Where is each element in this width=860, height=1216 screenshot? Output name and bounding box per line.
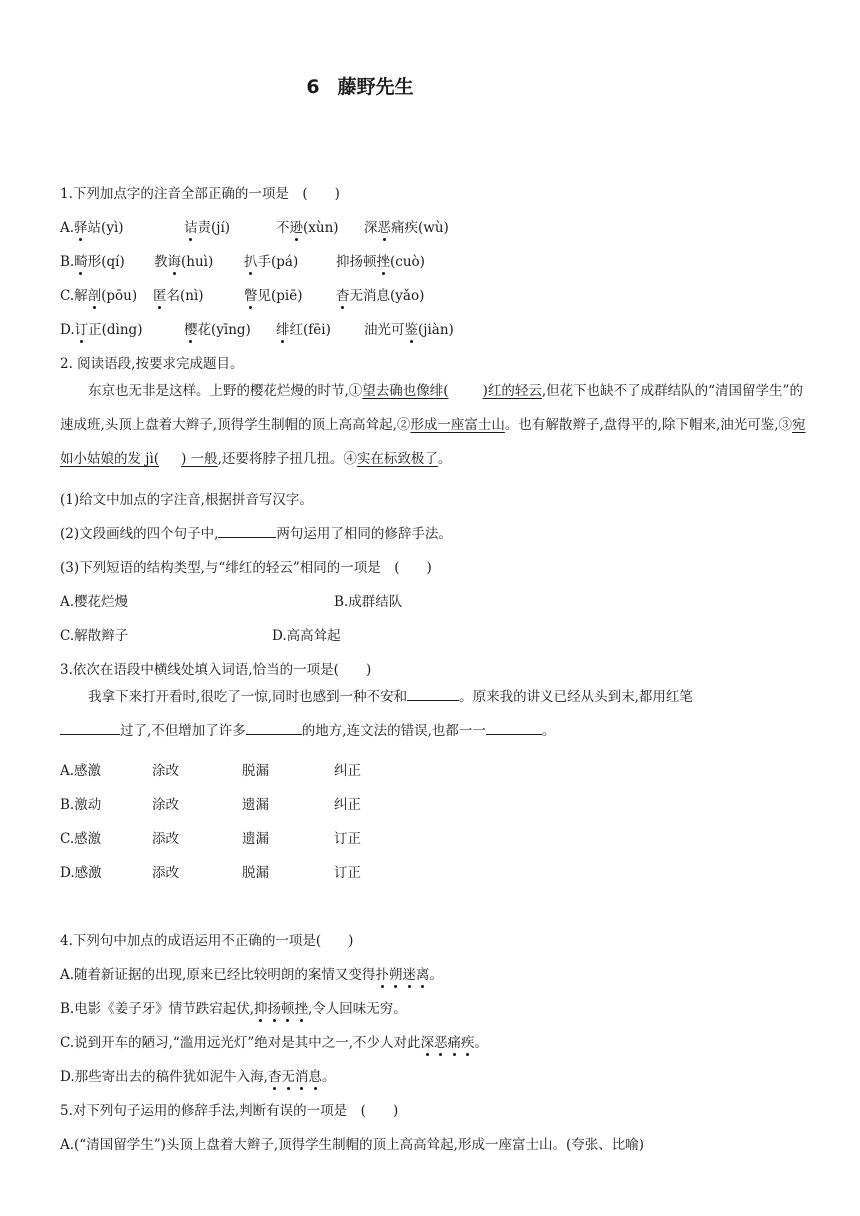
q4-c-idiom: 深恶痛疾 bbox=[420, 1035, 475, 1051]
q1-option-d[interactable]: D.订正(dìng) 樱花(yīng) 绯红(fēi) 油光可鉴(jiàn) bbox=[60, 318, 142, 338]
q3-stem: 3.依次在语段中横线处填入词语,恰当的一项是( ) bbox=[60, 662, 372, 678]
q1-c-word4: 杳无消息(yǎo) bbox=[336, 288, 425, 304]
q1-a-word1: 驿站(yì) bbox=[74, 220, 124, 236]
q2-passage: 东京也无非是这样。上野的樱花烂熳的时节,①望去确也像绯( )红的轻云,但花下也缺不了成群结队的“清国留学生”的速成班,头顶上盘着大辫子,顶得学生制帽的顶上高高耸起,②形成一座富士山。也有解散辫子,盘得平的,除下帽来,油光可鉴,③宛如小姑娘的发 jì( ) 一般,还要将脖子扭几扭。④实在标致极了。 bbox=[60, 383, 806, 467]
q1-a-word3: 不逊(xùn) bbox=[276, 220, 339, 236]
q3-blank-3[interactable] bbox=[246, 720, 302, 735]
q2-option-b[interactable]: B.成群结队 bbox=[334, 594, 403, 610]
q1-d-word4: 油光可鉴(jiàn) bbox=[364, 322, 454, 338]
q2-sub2: (2)文段画线的四个句子中, 两句运用了相同的修辞手法。 bbox=[60, 522, 452, 542]
q1-option-c[interactable]: C.解剖(pōu) 匿名(nì) 瞥见(piē) 杳无消息(yǎo) bbox=[60, 284, 137, 304]
lesson-number: 6 bbox=[306, 76, 320, 98]
q1-c-word3: 瞥见(piē) bbox=[244, 288, 303, 304]
q1-d-word2: 樱花(yīng) bbox=[184, 322, 251, 338]
sentence-2: 形成一座富士山 bbox=[410, 417, 505, 433]
q4-b-idiom: 抑扬顿挫 bbox=[254, 1001, 309, 1017]
q1-a-word4: 深恶痛疾(wù) bbox=[364, 220, 449, 236]
q3-option-c[interactable]: C.感激 添改 遗漏 订正 bbox=[60, 831, 361, 847]
q3-option-a[interactable]: A.感激 涂改 脱漏 纠正 bbox=[60, 763, 361, 779]
q3-passage: 我拿下来打开看时,很吃了一惊,同时也感到一种不安和 。原来我的讲义已经从头到末,都用红笔 过了,不但增加了许多 的地方,连文法的错误,也都一一 。 bbox=[60, 680, 808, 748]
q3-option-b[interactable]: B.激动 涂改 遗漏 纠正 bbox=[60, 797, 361, 813]
q3-blank-1[interactable] bbox=[407, 686, 459, 701]
q1-c-word1: 解剖(pōu) bbox=[74, 288, 138, 304]
q1-d-word1: 订正(dìng) bbox=[74, 322, 143, 338]
page-title bbox=[0, 72, 720, 99]
q3-blank-2[interactable] bbox=[60, 720, 120, 735]
q1-option-a[interactable]: A.驿站(yì) 诘责(jí) 不逊(xùn) 深恶痛疾(wù) bbox=[60, 216, 124, 236]
q1-b-word2: 教诲(huì) bbox=[154, 254, 214, 270]
q1-c-word2: 匿名(nì) bbox=[153, 288, 204, 304]
q3-blank-4[interactable] bbox=[486, 720, 542, 735]
q2-option-c[interactable]: C.解散辫子 bbox=[60, 628, 129, 644]
q1-b-word3: 扒手(pá) bbox=[244, 254, 299, 270]
q1-b-word4: 抑扬顿挫(cuò) bbox=[336, 254, 425, 270]
q1-option-b[interactable]: B.畸形(qí) 教诲(huì) 扒手(pá) 抑扬顿挫(cuò) bbox=[60, 250, 125, 270]
q4-option-d[interactable]: D.那些寄出去的稿件犹如泥牛入海,杳无消息。 bbox=[60, 1069, 336, 1085]
q2-sub1: (1)给文中加点的字注音,根据拼音写汉字。 bbox=[60, 492, 313, 508]
q4-option-a[interactable]: A.随着新证据的出现,原来已经比较明朗的案情又变得扑朔迷离。 bbox=[60, 967, 443, 983]
lesson-title: 藤野先生 bbox=[337, 76, 414, 98]
sentence-4: 实在标致极了 bbox=[356, 451, 438, 467]
q4-option-c[interactable]: C.说到开车的陋习,“滥用远光灯”绝对是其中之一,不少人对此深恶痛疾。 bbox=[60, 1035, 489, 1051]
q1-stem: 1.下列加点字的注音全部正确的一项是 ( ) bbox=[60, 186, 340, 202]
q2-stem: 2. 阅读语段,按要求完成题目。 bbox=[60, 356, 244, 372]
q4-option-b[interactable]: B.电影《姜子牙》情节跌宕起伏,抑扬顿挫,令人回味无穷。 bbox=[60, 1001, 407, 1017]
q2-sub3: (3)下列短语的结构类型,与“绯红的轻云”相同的一项是 ( ) bbox=[60, 560, 432, 576]
q4-d-idiom: 杳无消息 bbox=[267, 1069, 322, 1085]
q2-option-d[interactable]: D.高高耸起 bbox=[272, 628, 341, 644]
q5-option-a[interactable]: A.(“清国留学生”)头顶上盘着大辫子,顶得学生制帽的顶上高高耸起,形成一座富士山。(夸张、比喻) bbox=[60, 1137, 644, 1153]
q4-stem: 4.下列句中加点的成语运用不正确的一项是( ) bbox=[60, 933, 354, 949]
q2-sub2-blank[interactable] bbox=[218, 523, 276, 538]
q1-d-word3: 绯红(fēi) bbox=[276, 322, 331, 338]
q1-a-word2: 诘责(jí) bbox=[184, 220, 231, 236]
q5-stem: 5.对下列句子运用的修辞手法,判断有误的一项是 ( ) bbox=[60, 1103, 399, 1119]
sentence-3: 宛如小姑娘的发 jì( ) 一般 bbox=[60, 417, 806, 467]
q2-option-a[interactable]: A.樱花烂熳 bbox=[60, 594, 129, 610]
q1-b-word1: 畸形(qí) bbox=[74, 254, 125, 270]
q4-a-idiom: 扑朔迷离 bbox=[375, 967, 430, 983]
sentence-1: 望去确也像绯( )红的轻云 bbox=[362, 383, 542, 399]
q3-option-d[interactable]: D.感激 添改 脱漏 订正 bbox=[60, 865, 361, 881]
